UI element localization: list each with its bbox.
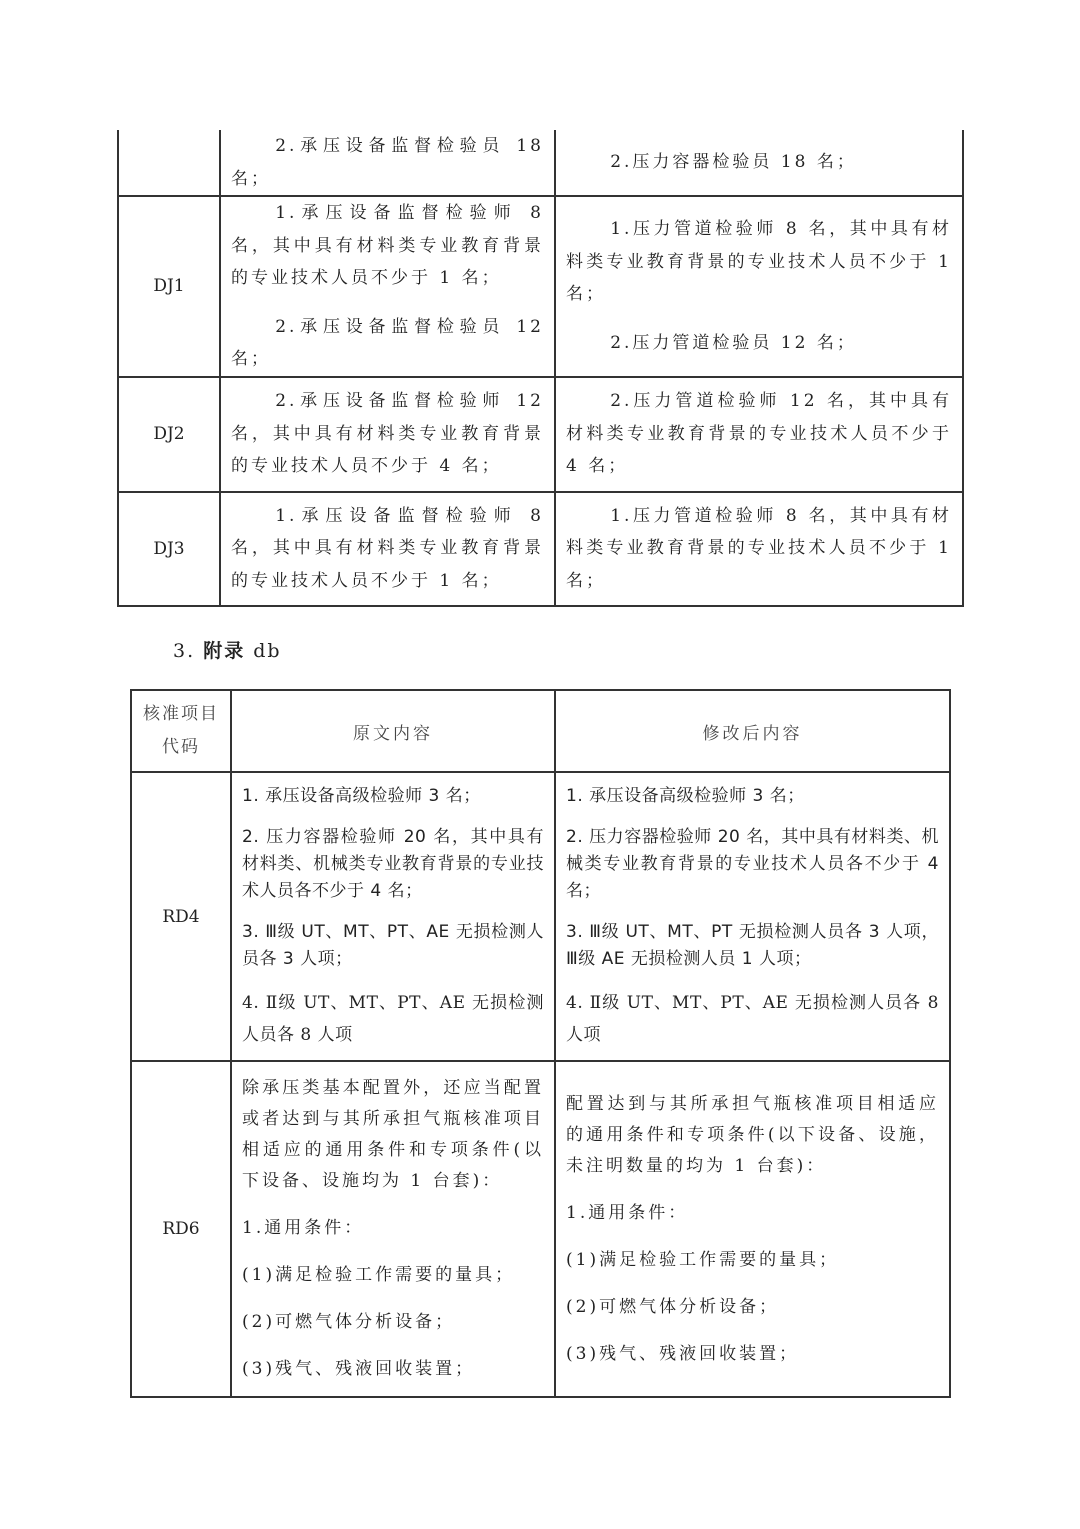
header-revised: 修改后内容 (555, 690, 950, 772)
revised-cell (555, 196, 963, 377)
paragraph: (2)可燃气体分析设备； (242, 1312, 456, 1332)
section-title-rest: db (245, 640, 282, 662)
code-cell: DJ3 (118, 492, 220, 606)
paragraph: (3)残气、残液回收装置； (242, 1359, 476, 1379)
table-row (131, 772, 950, 1061)
paragraph: 1.通用条件： (242, 1218, 365, 1238)
table-db (130, 689, 951, 1398)
table-header-row (131, 690, 950, 772)
code-cell: DJ2 (118, 377, 220, 492)
revised-cell (555, 492, 963, 606)
original-cell (220, 492, 555, 606)
paragraph: 2. 压力容器检验师 20 名，其中具有材料类、机械类专业教育背景的专业技术人员各不少于 4 名； (566, 826, 939, 901)
paragraph: 2. 压力容器检验师 20 名，其中具有材料类、机械类专业教育背景的专业技术人员各不少于 4 名； (242, 826, 544, 901)
table-dj (117, 130, 964, 607)
paragraph: 1.压力管道检验师 8 名，其中具有材料类专业教育背景的专业技术人员不少于 1 名； (566, 219, 952, 305)
paragraph: 1. 承压设备高级检验师 3 名； (566, 785, 805, 806)
paragraph: 1.通用条件： (566, 1202, 689, 1223)
section-number: 3. (173, 640, 196, 662)
section-title-bold: 附录 (203, 640, 246, 662)
paragraph: 4. Ⅱ级 UT、MT、PT、AE 无损检测人员各 8 人项 (566, 992, 939, 1045)
paragraph: 1. 承压设备高级检验师 3 名； (242, 785, 481, 806)
revised-cell (555, 772, 950, 1061)
paragraph: 2.压力管道检验员 12 名； (610, 332, 857, 353)
paragraph: (1)满足检验工作需要的量具； (566, 1249, 840, 1270)
revised-cell (555, 130, 963, 196)
paragraph: 2.压力管道检验师 12 名，其中具有材料类专业教育背景的专业技术人员不少于 4 名； (566, 391, 952, 477)
revised-cell (555, 1061, 950, 1397)
table-row (118, 130, 963, 196)
original-cell (231, 1061, 555, 1397)
paragraph: 2.承压设备监督检验员 18 名； (231, 136, 544, 189)
paragraph: 3. Ⅲ级 UT、MT、PT、AE 无损检测人员各 3 人项； (242, 921, 544, 969)
code-cell: RD6 (131, 1061, 231, 1397)
header-code (131, 690, 231, 772)
paragraph: 2.承压设备监督检验师 12 名，其中具有材料类专业教育背景的专业技术人员不少于 4 名； (231, 391, 544, 477)
paragraph: 2.承压设备监督检验员 12 名； (231, 316, 544, 369)
table-row (118, 196, 963, 377)
code-cell: DJ1 (118, 196, 220, 377)
paragraph: 除承压类基本配置外，还应当配置或者达到与其所承担气瓶核准项目相适应的通用条件和专项条件(以下设备、设施均为 1 台套)： (242, 1078, 544, 1191)
paragraph: 1.承压设备监督检验师 8 名，其中具有材料类专业教育背景的专业技术人员不少于 1 名； (231, 505, 544, 591)
paragraph: (3)残气、残液回收装置； (566, 1343, 800, 1364)
table-row (118, 492, 963, 606)
original-cell (220, 196, 555, 377)
paragraph: 2.压力容器检验员 18 名； (610, 152, 857, 173)
revised-cell (555, 377, 963, 492)
original-cell (220, 130, 555, 196)
code-cell: RD4 (131, 772, 231, 1061)
paragraph: 1.压力管道检验师 8 名，其中具有材料类专业教育背景的专业技术人员不少于 1 名； (566, 505, 952, 591)
paragraph: 4. Ⅱ级 UT、MT、PT、AE 无损检测人员各 8 人项 (242, 992, 544, 1045)
table-row (131, 1061, 950, 1397)
paragraph: 1.承压设备监督检验师 8 名，其中具有材料类专业教育背景的专业技术人员不少于 1 名； (231, 203, 544, 288)
section-heading (173, 636, 282, 663)
original-cell (231, 772, 555, 1061)
code-cell (118, 130, 220, 196)
table-row (118, 377, 963, 492)
header-original: 原文内容 (231, 690, 555, 772)
header-text: 核准项目代码 (143, 704, 219, 757)
paragraph: 3. Ⅲ级 UT、MT、PT 无损检测人员各 3 人项，Ⅲ级 AE 无损检测人员 1 人项； (566, 921, 939, 969)
paragraph: 配置达到与其所承担气瓶核准项目相适应的通用条件和专项条件(以下设备、设施，未注明数量的均为 1 台套)： (566, 1093, 939, 1176)
original-cell (220, 377, 555, 492)
paragraph: (1)满足检验工作需要的量具； (242, 1265, 516, 1285)
paragraph: (2)可燃气体分析设备； (566, 1296, 780, 1317)
